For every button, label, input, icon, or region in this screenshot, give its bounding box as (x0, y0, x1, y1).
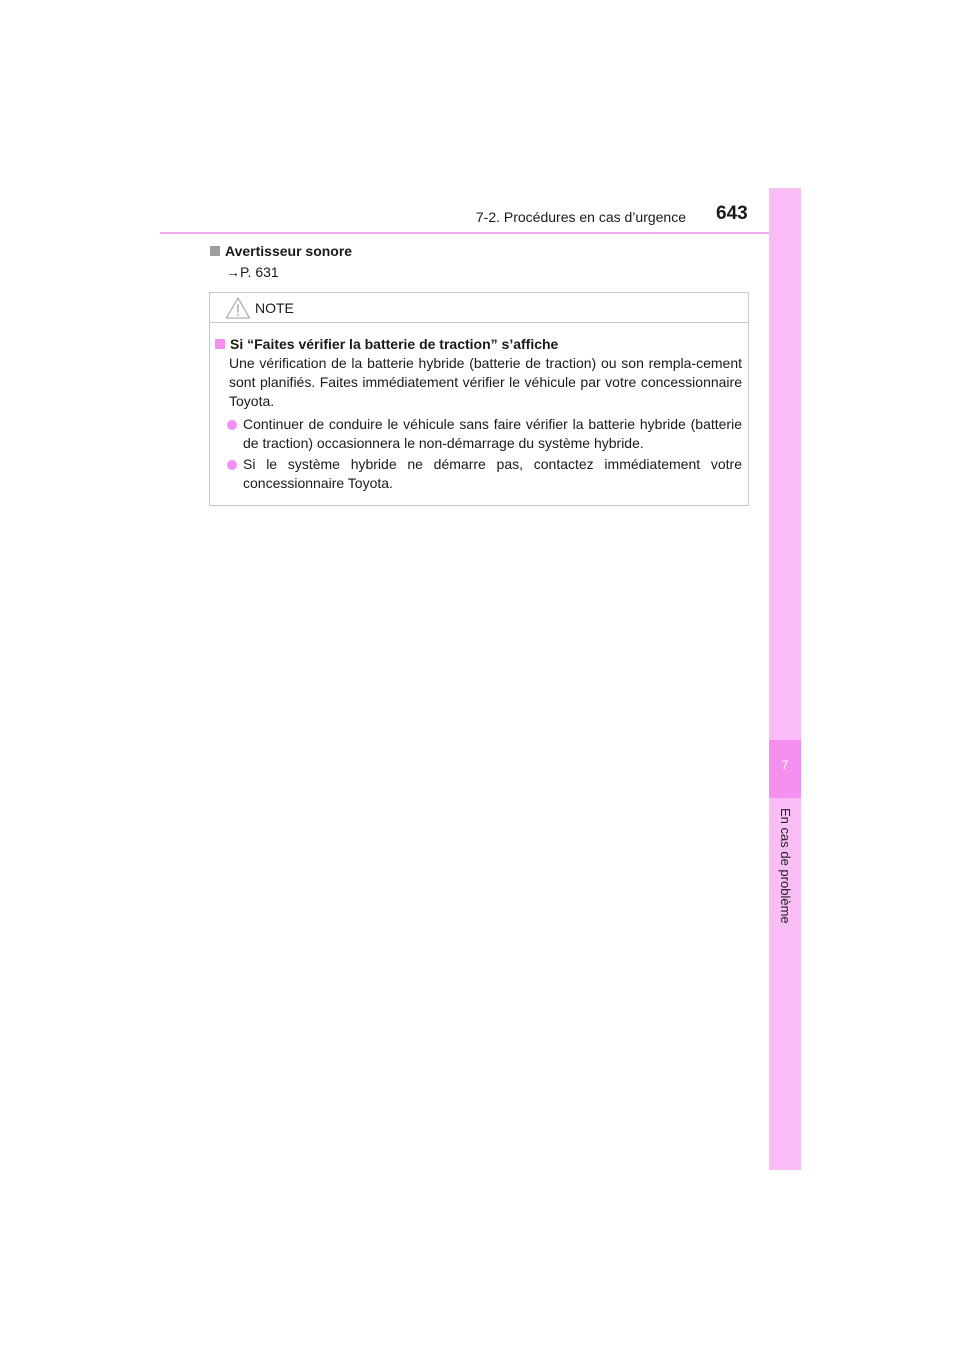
chapter-title: En cas de problème (778, 808, 793, 924)
page-number: 643 (716, 203, 748, 224)
note-bullet (227, 415, 742, 453)
header-rule (160, 232, 801, 234)
note-bullet-text: Si le système hybride ne démarre pas, contactez immédiatement votre concessionnaire Toyota. (243, 456, 742, 491)
note-title (215, 336, 558, 352)
chapter-number-tab (769, 740, 801, 798)
section-title: 7-2. Procédures en cas d’urgence (475, 209, 686, 225)
circle-bullet-icon (227, 460, 237, 470)
note-title-text: Si “Faites vérifier la batterie de traction” s’affiche (230, 336, 559, 352)
note-paragraph: Une vérification de la batterie hybride (batterie de traction) ou son rempla-cement sont planifiés. Faites immédiatement vérifier le véhicule par votre concessionnaire Toyota. (229, 355, 742, 409)
section-heading-text: Avertisseur sonore (225, 243, 353, 259)
note-bullet-text: Continuer de conduire le véhicule sans faire vérifier la batterie hybride (batterie de traction) occasionnera le non-démarrage du système hybride. (243, 416, 742, 451)
page-reference-link[interactable]: →P. 631 (226, 264, 279, 280)
square-bullet-icon (215, 339, 225, 349)
square-bullet-icon (210, 246, 220, 256)
circle-bullet-icon (227, 420, 237, 430)
section-heading (210, 243, 352, 259)
note-header (210, 293, 748, 323)
chapter-side-tab (769, 188, 801, 1170)
note-box (209, 292, 749, 506)
note-bullet (227, 455, 742, 493)
chapter-number: 7 (781, 758, 789, 772)
note-label: NOTE (255, 300, 294, 316)
warning-triangle-icon (225, 296, 251, 320)
